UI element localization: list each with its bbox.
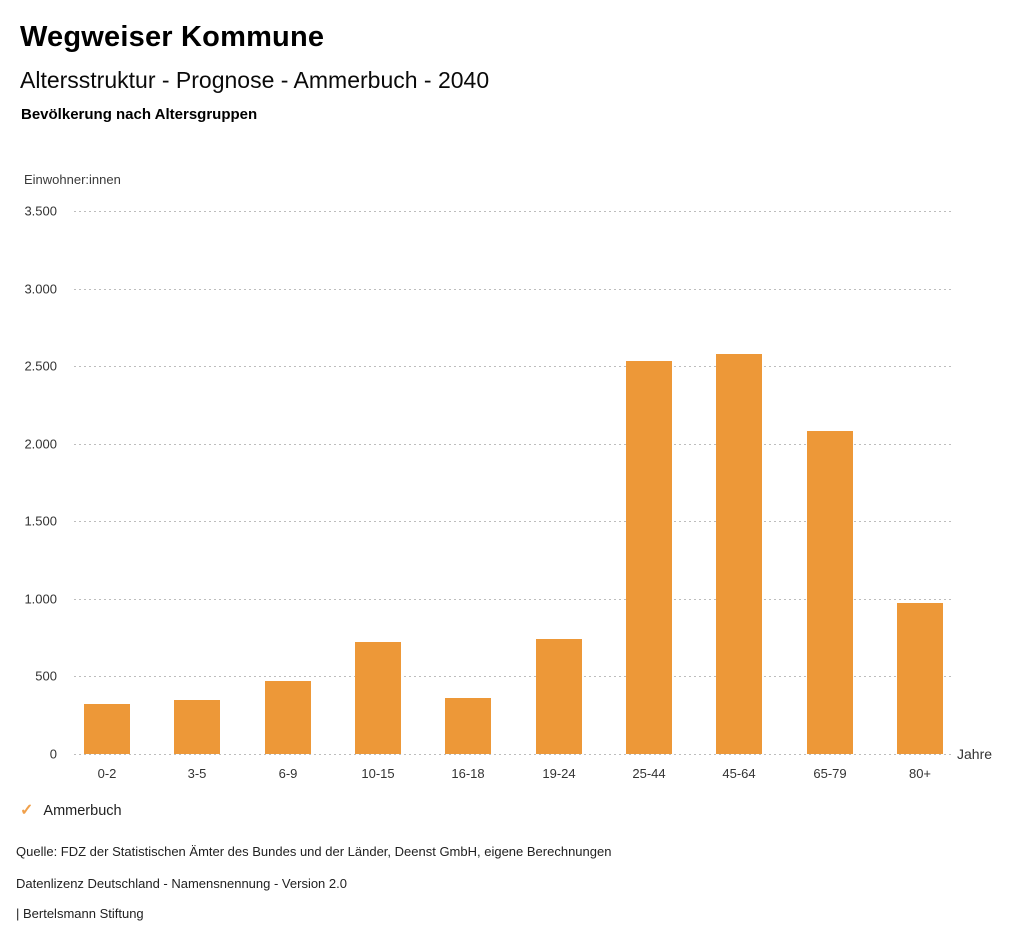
bar-0-2[interactable] bbox=[84, 704, 130, 754]
x-tick-label-10-15: 10-15 bbox=[361, 766, 395, 781]
y-tick-label: 3.000 bbox=[24, 281, 57, 297]
page-title: Wegweiser Kommune bbox=[20, 21, 325, 53]
y-tick-label: 2.500 bbox=[24, 358, 57, 374]
gridline bbox=[74, 366, 953, 367]
y-tick-label: 2.000 bbox=[24, 436, 57, 452]
x-tick-label-3-5: 3-5 bbox=[187, 766, 207, 781]
gridline bbox=[74, 754, 953, 755]
legend-check-icon: ✓ bbox=[20, 802, 34, 819]
bar-19-24[interactable] bbox=[536, 639, 582, 754]
x-tick-label-80+: 80+ bbox=[908, 766, 932, 781]
y-tick-label: 1.500 bbox=[24, 513, 57, 529]
y-tick-label: 0 bbox=[49, 746, 57, 762]
legend-item-ammerbuch[interactable] bbox=[20, 803, 122, 819]
bar-45-64[interactable] bbox=[716, 354, 762, 754]
source-text: Quelle: FDZ der Statistischen Ämter des Bundes und der Länder, Deenst GmbH, eigene Berechnungen bbox=[16, 844, 612, 859]
bar-80+[interactable] bbox=[897, 603, 943, 754]
y-axis-title: Einwohner:innen bbox=[24, 172, 121, 187]
gridline bbox=[74, 289, 953, 290]
x-tick-label-16-18: 16-18 bbox=[451, 766, 485, 781]
bar-65-79[interactable] bbox=[807, 431, 853, 754]
x-tick-label-6-9: 6-9 bbox=[278, 766, 298, 781]
license-text: Datenlizenz Deutschland - Namensnennung - Version 2.0 bbox=[16, 876, 347, 891]
y-tick-label: 3.500 bbox=[24, 203, 57, 219]
bar-25-44[interactable] bbox=[626, 361, 672, 754]
bar-16-18[interactable] bbox=[445, 698, 491, 754]
bar-10-15[interactable] bbox=[355, 642, 401, 754]
bar-3-5[interactable] bbox=[174, 700, 220, 754]
legend-label: Ammerbuch bbox=[43, 803, 122, 819]
attribution-text: | Bertelsmann Stiftung bbox=[16, 906, 144, 921]
gridline bbox=[74, 211, 953, 212]
chart-section-title: Bevölkerung nach Altersgruppen bbox=[21, 106, 258, 123]
y-tick-label: 500 bbox=[35, 668, 57, 684]
bar-chart bbox=[0, 203, 1024, 781]
x-axis-title: Jahre bbox=[957, 746, 993, 762]
x-tick-label-45-64: 45-64 bbox=[722, 766, 756, 781]
y-tick-label: 1.000 bbox=[24, 591, 57, 607]
bar-6-9[interactable] bbox=[265, 681, 311, 754]
x-tick-label-19-24: 19-24 bbox=[542, 766, 576, 781]
x-tick-label-65-79: 65-79 bbox=[813, 766, 847, 781]
x-tick-label-0-2: 0-2 bbox=[97, 766, 117, 781]
x-tick-label-25-44: 25-44 bbox=[632, 766, 666, 781]
chart-subtitle: Altersstruktur - Prognose - Ammerbuch - 2040 bbox=[20, 67, 490, 93]
